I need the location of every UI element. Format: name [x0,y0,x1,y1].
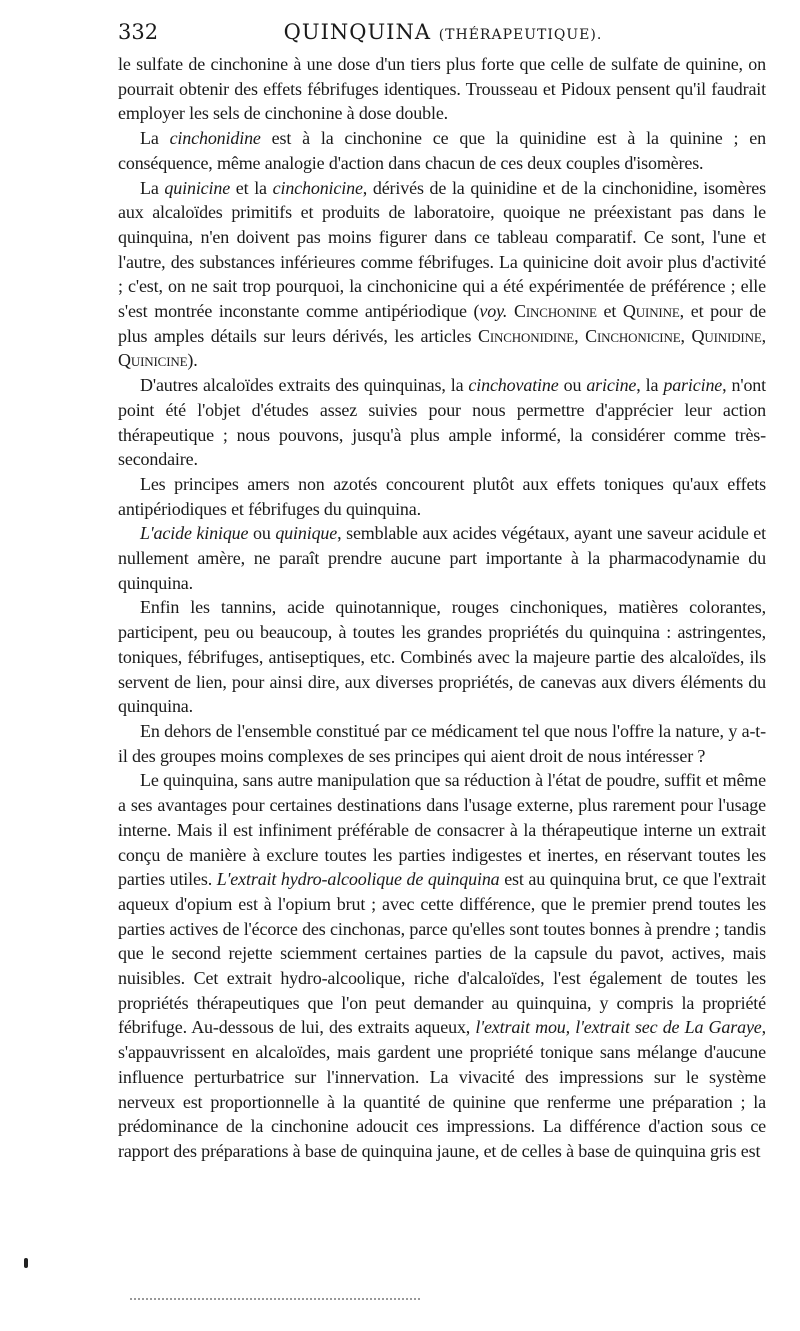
page-header [118,20,768,50]
p5-text: Les principes amers non azotés concourent plutôt aux effets toniques qu'aux effets antipériodiques et fébrifuges du quinquina. [118,473,766,519]
scan-noise [130,1298,420,1304]
p3-ref-2: Quinine [622,301,680,322]
paragraph-8 [118,719,766,768]
p3-text-f: ). [187,350,198,371]
running-title [118,20,768,44]
p3-text-c: , dérivés de la quinidine et de la cinchonidine, isomères aux alcaloïdes primitifs et produits de laboratoire, quoique ne préexistant pas dans le quinquina, n'en doivent pas moins figurer dans ce tableau comparatif. Ce sont, l'une et l'autre, des substances inférieures comme fébrifuges. La quinicine doit avoir plus d'activité ; c'est, on ne sait trop pourquoi, la cinchonicine qui a été expérimentée de préférence ; elle s'est montrée inconstante comme antipériodique ( [118,177,766,322]
p2-text-b: est à la cinchonine ce que la quinidine est à la quinine ; en conséquence, même analogie d'action dans chacun de ces deux couples d'isomères. [118,128,766,173]
running-title-main: QUINQUINA [283,20,432,44]
p3-text-e: , et pour de plus amples détails sur leurs dérivés, les articles [118,301,766,346]
p2-term: cinchonidine [169,128,261,149]
p6-term-2: quinique [275,523,338,544]
p9-term-1: L'extrait hydro-alcoolique de quinquina [216,869,500,890]
p6-term-1: L'acide kinique [140,523,249,544]
p6-text-a: ou [248,523,276,544]
p9-text-b: est au quinquina brut, ce que l'extrait aqueux d'opium est à l'opium brut ; avec cette différence, que le premier prend toutes les parties actives de l'écorce des cinchonas, parce qu'elles sont toutes bonnes à prendre ; tandis que le second rejette sciemment certaines parties de la capsule du pavot, actives, mais nuisibles. Cet extrait hydro-alcoolique, riche d'alcaloïdes, l'est également de toutes les propriétés thérapeutiques que l'on peut demander au quinquina, y compris la propriété fébrifuge. Au-dessous de lui, des extraits aqueux, [118,869,766,1038]
paragraph-4 [118,373,766,472]
p3-text-a: La [140,177,165,198]
p3-text-d: et [596,301,623,322]
p4-term-1: cinchovatine [468,375,559,396]
p3-ref-1: Cinchonine [507,301,597,322]
paragraph-3 [118,176,766,374]
paragraph-1 [118,52,766,126]
p4-term-3: paricine [663,375,723,396]
paragraph-6 [118,521,766,595]
paragraph-9 [118,768,766,1163]
p1-text: le sulfate de cinchonine à une dose d'un tiers plus forte que celle de sulfate de quinine, on pourrait obtenir des effets fébrifuges identiques. Trousseau et Pidoux pensent qu'il faudrait employer les sels de cinchonine à dose double. [118,54,766,124]
p4-text-c: , la [636,375,664,396]
p4-text-a: D'autres alcaloïdes extraits des quinquinas, la [140,375,469,396]
p3-ref-3: Cinchonidine, Cinchonicine, Quinidine, Quinicine [118,325,766,371]
p8-text: En dehors de l'ensemble constitué par ce médicament tel que nous l'offre la nature, y a-t-il des groupes moins complexes de ses principes qui aient droit de nous intéresser ? [118,720,766,766]
p7-text: Enfin les tannins, acide quinotannique, rouges cinchoniques, matières colorantes, participent, peu ou beaucoup, à toutes les grandes propriétés du quinquina : astringentes, toniques, fébrifuges, antiseptiques, etc. Combinés avec la majeure partie des alcaloïdes, ils servent de lien, pour ainsi dire, aux diverses propriétés, de canevas aux divers éléments du quinquina. [118,597,766,717]
p4-text-b: ou [558,375,587,396]
p9-term-2: l'extrait mou, l'extrait sec de La Garaye [475,1017,762,1038]
p3-term-2: cinchonicine [272,177,363,198]
p3-text-b: et la [230,177,273,198]
paragraph-7 [118,595,766,719]
page-number: 332 [118,20,159,44]
p6-text-b: , semblable aux acides végétaux, ayant une saveur acidule et nullement amère, ne paraît prendre aucune part importante à la pharmacodynamie du quinquina. [118,523,766,593]
p9-text-c: , s'appauvrissent en alcaloïdes, mais gardent une propriété tonique sans mélange d'aucune influence perturbatrice sur l'innervation. La vivacité des impressions sur le système nerveux est proportionnelle à la quantité de quinine que renferme une préparation ; la prédominance de la cinchonine adoucit ces impressions. La différence d'action sous ce rapport des préparations à base de quinquina jaune, et de celles à base de quinquina gris est [118,1017,766,1161]
paragraph-5 [118,472,766,521]
running-title-subtitle: (THÉRAPEUTIQUE). [438,27,603,43]
p4-term-2: aricine [586,375,637,396]
page-body [118,52,766,1164]
p2-text-a: La [140,128,170,149]
p3-voy: voy. [479,301,508,322]
paragraph-2 [118,126,766,175]
p3-term-1: quinicine [164,177,231,198]
p4-text-d: , n'ont point été l'objet d'études assez suivies pour nous permettre d'apprécier leur action thérapeutique ; nous pouvons, jusqu'à plus ample informé, la considérer comme très-secondaire. [118,375,766,470]
scan-speck [24,1258,28,1268]
p9-text-a: Le quinquina, sans autre manipulation que sa réduction à l'état de poudre, suffit et même a ses avantages pour certaines destinations dans l'usage externe, plus rarement pour l'usage interne. Mais il est infiniment préférable de consacrer à la thérapeutique interne un extrait conçu de manière à exclure toutes les parties indigestes et inertes, en réservant toutes les parties utiles. [118,770,766,890]
